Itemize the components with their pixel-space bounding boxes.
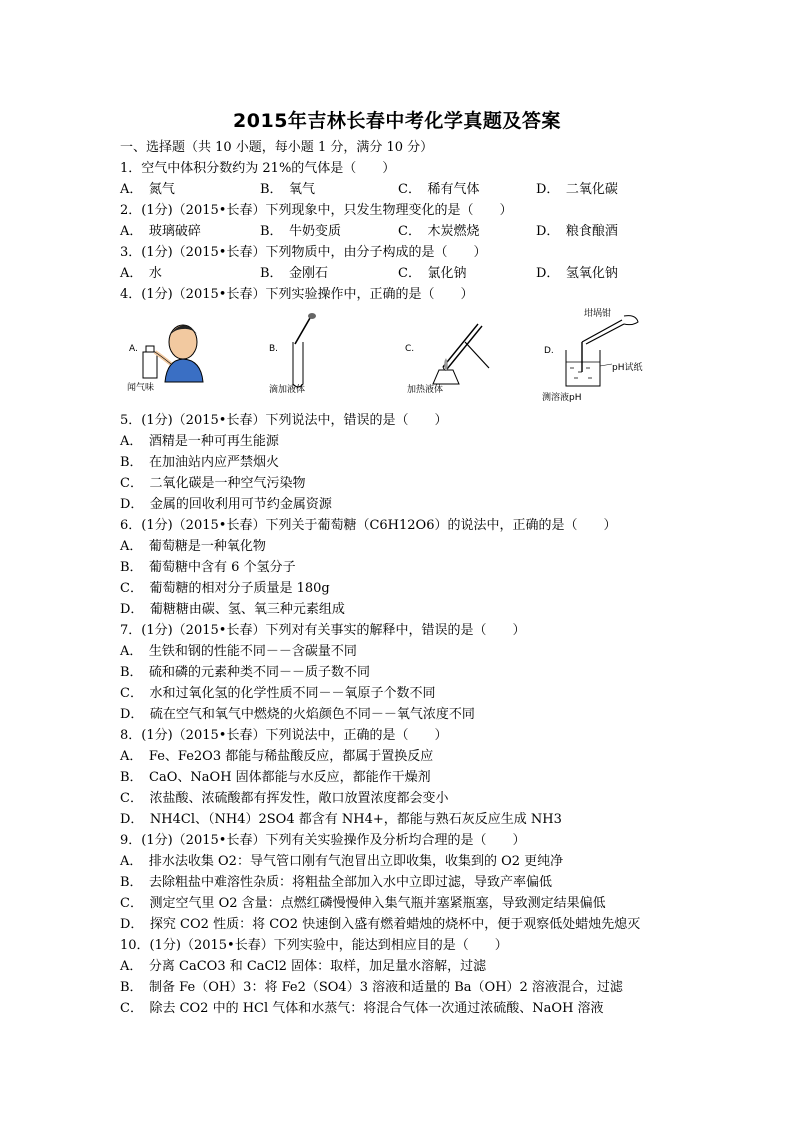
- q4-fig-c-caption: 加热液体: [407, 385, 444, 395]
- q5-option-b: B． 在加油站内应严禁烟火: [120, 455, 280, 470]
- q4-figure-b: [265, 312, 365, 404]
- q4-figure-a: [125, 312, 235, 404]
- q5-option-a: A． 酒精是一种可再生能源: [120, 434, 279, 449]
- q4-fig-b-letter: B.: [269, 344, 279, 354]
- q3-option-b: B． 金刚石: [260, 266, 329, 281]
- q4-figure-c: [403, 312, 513, 404]
- q1-option-a: A． 氮气: [120, 182, 175, 197]
- q7-option-a: A． 生铁和钢的性能不同－－含碳量不同: [120, 644, 357, 659]
- q2-option-b: B． 牛奶变质: [260, 224, 342, 239]
- q1-option-b: B． 氧气: [260, 182, 316, 197]
- q7-option-d: D． 硫在空气和氧气中燃烧的火焰颜色不同－－氧气浓度不同: [120, 707, 475, 722]
- q1-option-c: C． 稀有气体: [398, 182, 480, 197]
- q9-option-d: D． 探究 CO2 性质：将 CO2 快速倒入盛有燃着蜡烛的烧杯中，便于观察低处蜡烛先熄灭: [120, 917, 641, 932]
- question-5-stem: 5．(1分)（2015•长春）下列说法中，错误的是（ ）: [120, 413, 448, 428]
- q8-option-a: A． Fe、Fe2O3 都能与稀盐酸反应，都属于置换反应: [120, 749, 434, 764]
- q6-option-d: D． 葡糖糖由碳、氢、氧三种元素组成: [120, 602, 345, 617]
- question-3-stem: 3．(1分)（2015•长春）下列物质中，由分子构成的是（ ）: [120, 245, 487, 260]
- question-2-stem: 2．(1分)（2015•长春）下列现象中，只发生物理变化的是（ ）: [120, 203, 513, 218]
- q10-option-a: A． 分离 CaCO3 和 CaCl2 固体：取样，加足量水溶解，过滤: [120, 959, 487, 974]
- q9-option-b: B． 去除粗盐中难溶性杂质：将粗盐全部加入水中立即过滤，导致产率偏低: [120, 875, 553, 890]
- q4-fig-c-letter: C.: [405, 344, 415, 354]
- question-1-stem: 1．空气中体积分数约为 21%的气体是（ ）: [120, 161, 396, 176]
- q9-option-a: A． 排水法收集 O2：导气管口刚有气泡冒出立即收集，收集到的 O2 更纯净: [120, 854, 564, 869]
- q10-option-b: B． 制备 Fe（OH）3：将 Fe2（SO4）3 溶液和适量的 Ba（OH）2 溶液混合，过滤: [120, 980, 623, 995]
- q2-option-c: C． 木炭燃烧: [398, 224, 480, 239]
- q6-option-b: B． 葡萄糖中含有 6 个氢分子: [120, 560, 296, 575]
- question-6-stem: 6．(1分)（2015•长春）下列关于葡萄糖（C6H12O6）的说法中，正确的是（ ）: [120, 518, 617, 533]
- page-title: 2015年吉林长春中考化学真题及答案: [233, 110, 561, 132]
- q3-option-d: D． 氢氧化钠: [536, 266, 618, 281]
- q7-option-c: C． 水和过氧化氢的化学性质不同－－氧原子个数不同: [120, 686, 436, 701]
- q3-option-c: C． 氯化钠: [398, 266, 467, 281]
- q6-option-a: A． 葡萄糖是一种氧化物: [120, 539, 266, 554]
- q4-fig-a-caption: 闻气味: [127, 383, 155, 393]
- q4-fig-b-caption: 滴加液体: [269, 385, 306, 395]
- q4-figure-d: [540, 309, 660, 404]
- q5-option-d: D． 金属的回收利用可节约金属资源: [120, 497, 332, 512]
- q8-option-d: D． NH4Cl、（NH4）2SO4 都含有 NH4+，都能与熟石灰反应生成 NH3: [120, 812, 562, 827]
- question-7-stem: 7．(1分)（2015•长春）下列对有关事实的解释中，错误的是（ ）: [120, 623, 526, 638]
- q5-option-c: C． 二氧化碳是一种空气污染物: [120, 476, 306, 491]
- q4-fig-d-letter: D.: [544, 346, 554, 356]
- q7-option-b: B． 硫和磷的元素种类不同－－质子数不同: [120, 665, 371, 680]
- question-4-stem: 4．(1分)（2015•长春）下列实验操作中，正确的是（ ）: [120, 287, 474, 302]
- question-10-stem: 10．(1分)（2015•长春）下列实验中，能达到相应目的是（ ）: [120, 938, 508, 953]
- question-8-stem: 8．(1分)（2015•长春）下列说法中，正确的是（ ）: [120, 728, 448, 743]
- question-9-stem: 9．(1分)（2015•长春）下列有关实验操作及分析均合理的是（ ）: [120, 833, 526, 848]
- q3-option-a: A． 水: [120, 266, 162, 281]
- q4-fig-d-caption: 测溶液pH: [542, 393, 582, 403]
- q4-fig-d-label-tongs: 坩埚钳: [584, 309, 612, 319]
- q2-option-d: D． 粮食酿酒: [536, 224, 618, 239]
- section-heading: 一、选择题（共 10 小题，每小题 1 分，满分 10 分）: [120, 140, 434, 155]
- q10-option-c: C． 除去 CO2 中的 HCl 气体和水蒸气：将混合气体一次通过浓硫酸、NaOH 溶液: [120, 1001, 604, 1016]
- q8-option-b: B． CaO、NaOH 固体都能与水反应，都能作干燥剂: [120, 770, 431, 785]
- q4-fig-a-letter: A.: [129, 344, 138, 354]
- q9-option-c: C． 测定空气里 O2 含量：点燃红磷慢慢伸入集气瓶并塞紧瓶塞，导致测定结果偏低: [120, 896, 606, 911]
- q2-option-a: A． 玻璃破碎: [120, 224, 201, 239]
- q1-option-d: D． 二氧化碳: [536, 182, 618, 197]
- q4-fig-d-label-ph-paper: pH试纸: [612, 363, 643, 373]
- q6-option-c: C． 葡萄糖的相对分子质量是 180g: [120, 581, 330, 596]
- q8-option-c: C． 浓盐酸、浓硫酸都有挥发性，敞口放置浓度都会变小: [120, 791, 449, 806]
